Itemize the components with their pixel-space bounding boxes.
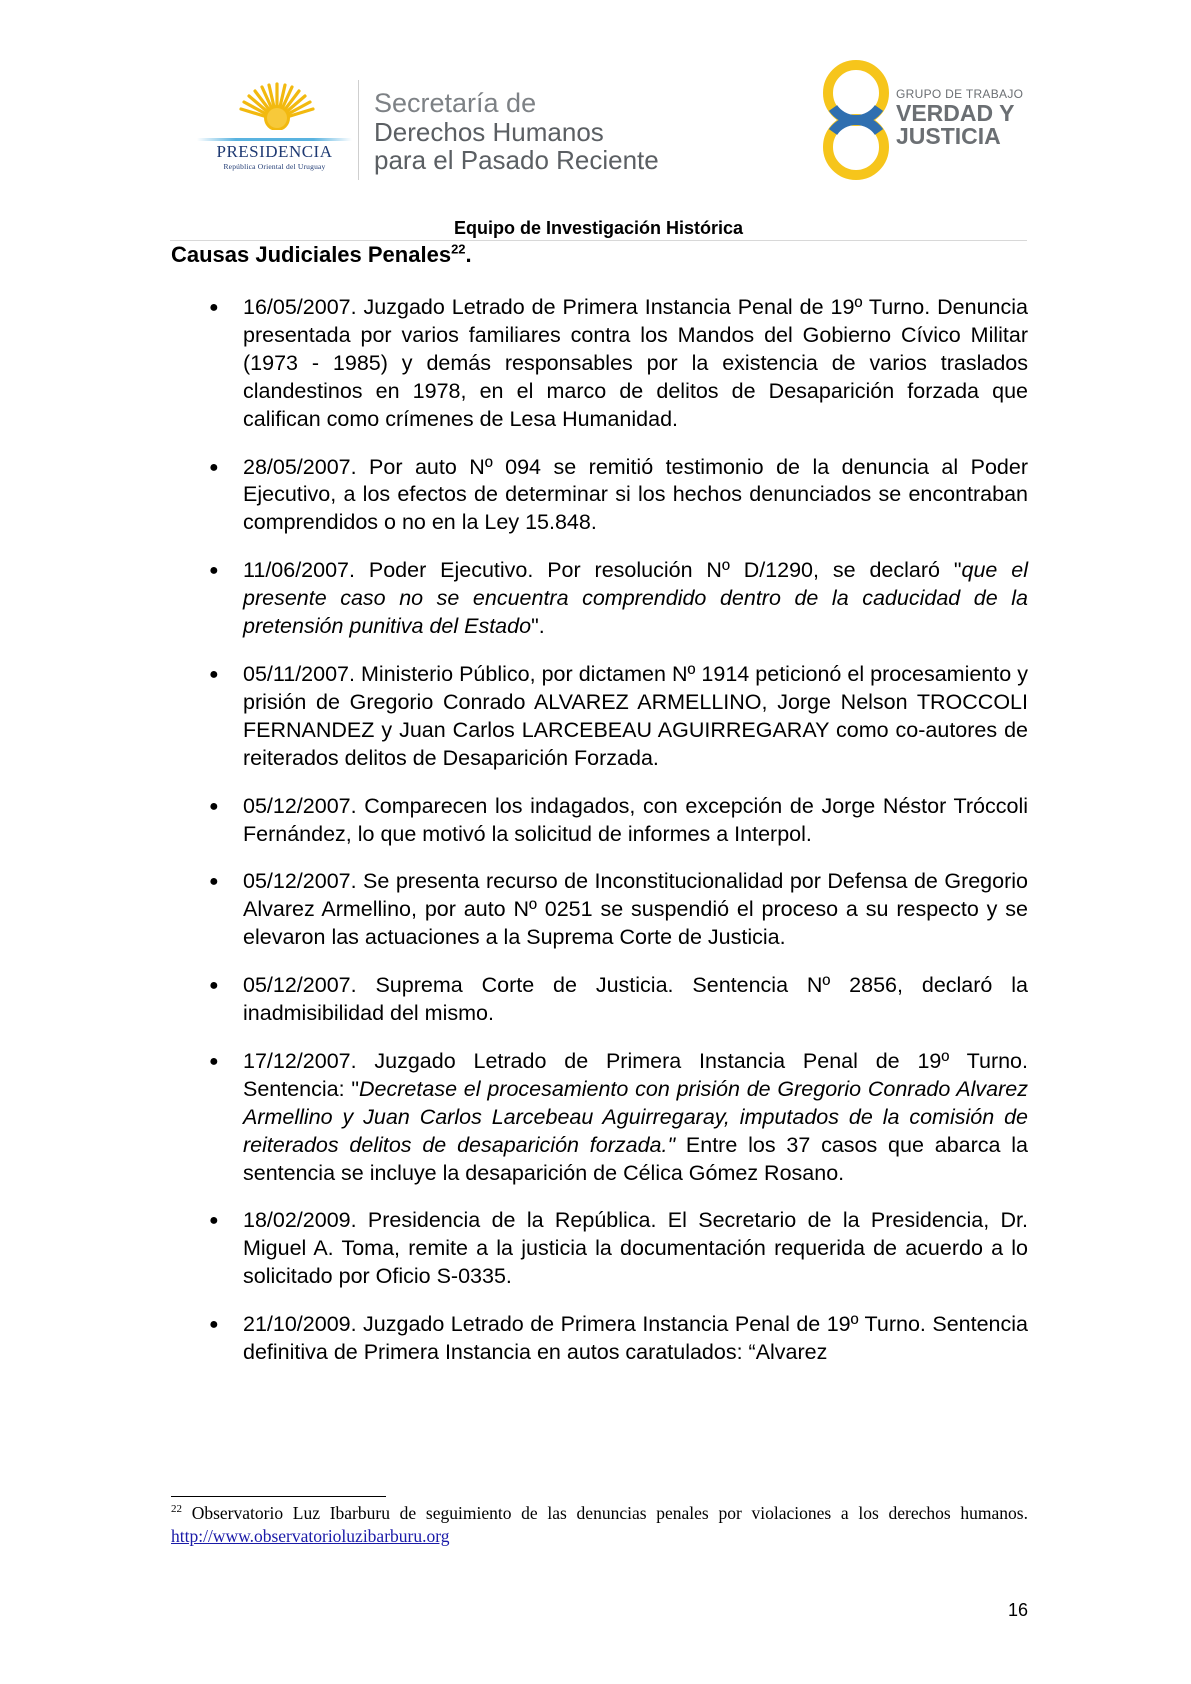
bullet-icon: ● xyxy=(209,299,219,316)
secretaria-logo xyxy=(374,88,659,174)
presidencia-name: PRESIDENCIA xyxy=(216,142,333,161)
event-list xyxy=(171,294,1028,1387)
sun-emblem-icon xyxy=(237,80,317,140)
bullet-icon: ● xyxy=(209,1316,219,1334)
list-item-text: 18/02/2009. Presidencia de la República. El Secretario de la Presidencia, Dr. Miguel A. Toma, remite a la justicia la documentación requerida de acuerdo a lo solicitado por Oficio S-0335. xyxy=(243,1208,1028,1289)
bullet-icon: ● xyxy=(209,873,219,891)
list-item xyxy=(171,454,1028,538)
bullet-icon: ● xyxy=(209,1212,219,1230)
list-item xyxy=(171,972,1028,1028)
list-item-text-end: Entre los 37 casos que abarca la sentencia se incluye la desaparición de Célica Gómez Rosano. xyxy=(243,1132,1029,1185)
list-item xyxy=(171,1048,1028,1188)
list-item-text: 28/05/2007. Por auto Nº 094 se remitió testimonio de la denuncia al Poder Ejecutivo, a los efectos de determinar si los hechos denunciados se encontraban comprendidos o no en la Ley 15.848. xyxy=(243,454,1028,535)
bullet-icon: ● xyxy=(209,458,219,476)
footnote-separator xyxy=(171,1496,386,1497)
list-item-text-end: ". xyxy=(531,614,545,639)
list-item xyxy=(171,1207,1028,1291)
list-item-quote: que el presente caso no se encuentra comprendido dentro de la caducidad de la pretensión punitiva del Estado xyxy=(243,558,1028,639)
footnote-ref[interactable]: 22 xyxy=(451,241,466,257)
presidencia-logo xyxy=(197,80,352,180)
list-item-quote: Decretase el procesamiento con prisión de Gregorio Conrado Alvarez Armellino y Juan Carlos Larcebeau Aguirregaray, imputados de la comisión de reiterados delitos de desaparición forzada." xyxy=(243,1076,1028,1157)
footnote-link[interactable]: http://www.observatorioluzibarburu.org xyxy=(171,1526,450,1546)
presidencia-subtitle: República Oriental del Uruguay xyxy=(223,162,326,171)
list-item-text: 17/12/2007. Juzgado Letrado de Primera Instancia Penal de 19º Turno. Sentencia: " xyxy=(243,1048,1028,1101)
presidencia-rule xyxy=(197,138,352,141)
list-item-text: 05/12/2007. Comparecen los indagados, con excepción de Jorge Néstor Tróccoli Fernández, lo que motivó la solicitud de informes a Interpol. xyxy=(243,793,1028,846)
bullet-icon: ● xyxy=(209,797,219,815)
gtvj-title-line-2: JUSTICIA xyxy=(896,123,1001,149)
team-title: Equipo de Investigación Histórica xyxy=(453,218,744,238)
gtvj-title-line-1: VERDAD Y xyxy=(896,100,1015,126)
bullet-icon: ● xyxy=(209,977,219,995)
list-item xyxy=(171,1311,1028,1367)
list-item-text: 21/10/2009. Juzgado Letrado de Primera Instancia Penal de 19º Turno. Sentencia definitiva de Primera Instancia en autos caratulados: “Alvarez xyxy=(243,1312,1028,1365)
footnote-text: Observatorio Luz Ibarburu de seguimiento de las denuncias penales por violaciones a los derechos humanos. xyxy=(182,1503,1028,1523)
secretaria-line-1: Secretaría de xyxy=(374,88,537,118)
list-item xyxy=(171,793,1028,849)
list-item-text: 16/05/2007. Juzgado Letrado de Primera Instancia Penal de 19º Turno. Denuncia presentada por varios familiares contra los Mandos del Gobierno Cívico Militar (1973 - 1985) y demás responsables por la existencia de varios traslados clandestinos en 1978, en el marco de delitos de Desaparición forzada que califican como crímenes de Lesa Humanidad. xyxy=(243,295,1028,431)
section-title-end: . xyxy=(465,242,472,267)
section-title xyxy=(171,242,472,268)
bullet-icon: ● xyxy=(209,562,219,580)
list-item xyxy=(171,661,1028,773)
secretaria-line-3: para el Pasado Reciente xyxy=(374,145,659,175)
list-item-text: 05/12/2007. Se presenta recurso de Inconstitucionalidad por Defensa de Gregorio Alvarez Armellino, por auto Nº 0251 se suspendió el proceso a su respecto y se elevaron las actuaciones a la Suprema Corte de Justicia. xyxy=(243,869,1028,950)
page-number: 16 xyxy=(1007,1600,1028,1620)
list-item-text: 11/06/2007. Poder Ejecutivo. Por resolución Nº D/1290, se declaró " xyxy=(243,558,962,583)
list-item xyxy=(171,557,1028,641)
list-item xyxy=(171,868,1028,952)
header-rule xyxy=(170,240,1027,241)
secretaria-line-2: Derechos Humanos xyxy=(374,117,604,147)
list-item-text: 05/12/2007. Suprema Corte de Justicia. Sentencia Nº 2856, declaró la inadmisibilidad del mismo. xyxy=(243,973,1028,1026)
gtvj-small-label: GRUPO DE TRABAJO xyxy=(896,87,1024,101)
bullet-icon: ● xyxy=(209,665,219,683)
section-title-text: Causas Judiciales Penales xyxy=(171,242,452,267)
bullet-icon: ● xyxy=(209,1052,219,1070)
list-item-text: 05/11/2007. Ministerio Público, por dictamen Nº 1914 peticionó el procesamiento y prisión de Gregorio Conrado ALVAREZ ARMELLINO, Jorge Nelson TROCCOLI FERNANDEZ y Juan Carlos LARCEBEAU AGUIRREGARAY como co-autores de reiterados delitos de Desaparición Forzada. xyxy=(243,661,1028,770)
footnote xyxy=(171,1502,1028,1548)
list-item xyxy=(171,294,1028,434)
footnote-number: 22 xyxy=(171,1503,182,1516)
header-divider xyxy=(358,80,359,180)
